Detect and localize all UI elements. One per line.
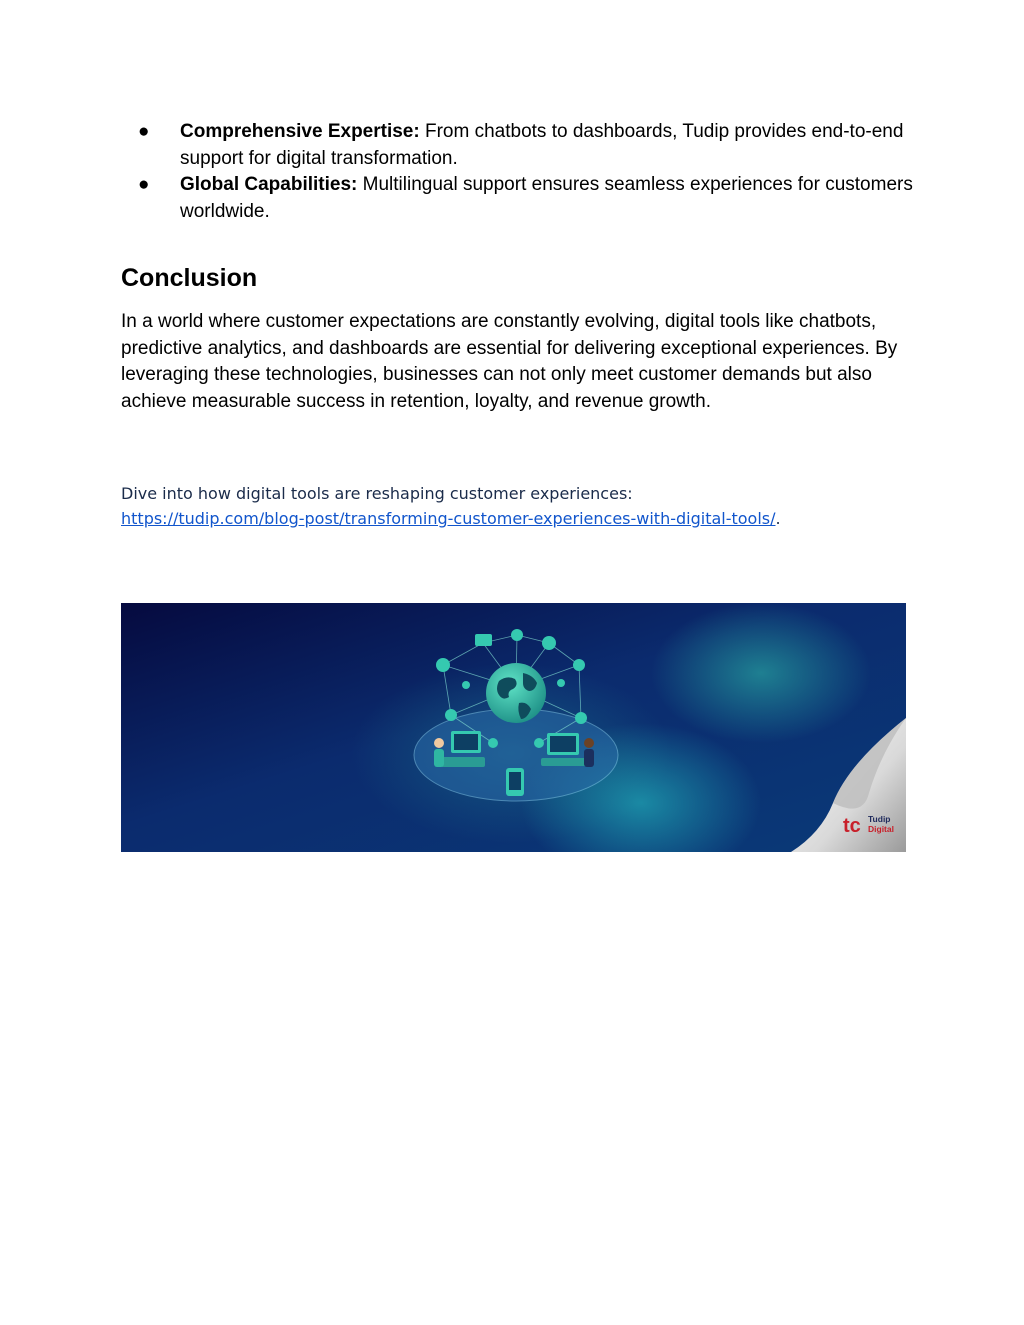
cta-trailing: . (775, 509, 781, 528)
logo-line2: Digital (868, 824, 894, 834)
cta-paragraph (121, 481, 921, 531)
list-item (121, 172, 921, 225)
banner-image (121, 603, 906, 852)
cta-text: Dive into how digital tools are reshaping customer experiences: (121, 484, 633, 503)
list-item (121, 119, 921, 172)
section-heading: Conclusion (121, 264, 258, 292)
logo-mark: tc (843, 815, 861, 837)
bullet-list (121, 119, 921, 225)
tudip-digital-logo (843, 814, 894, 837)
logo-line1: Tudip (868, 814, 891, 824)
bullet-text: From chatbots to dashboards, Tudip provides end-to-end support for digital transformation. (180, 121, 904, 169)
bullet-bold-label: Comprehensive Expertise: (180, 121, 420, 142)
conclusion-paragraph: In a world where customer expectations are constantly evolving, digital tools like chatbots, predictive analytics, and dashboards are essential for delivering exceptional experiences. By leveraging these technologies, businesses can not only meet customer demands but also achieve measurable success in retention, loyalty, and revenue growth. (121, 311, 898, 412)
bullet-icon: ● (138, 174, 150, 195)
bullet-bold-label: Global Capabilities: (180, 174, 358, 195)
bullet-icon: ● (138, 121, 150, 142)
article-link[interactable]: https://tudip.com/blog-post/transforming-customer-experiences-with-digital-tools/ (121, 509, 776, 528)
banner-svg (121, 603, 906, 852)
bullet-text: Multilingual support ensures seamless experiences for customers worldwide. (180, 174, 913, 222)
